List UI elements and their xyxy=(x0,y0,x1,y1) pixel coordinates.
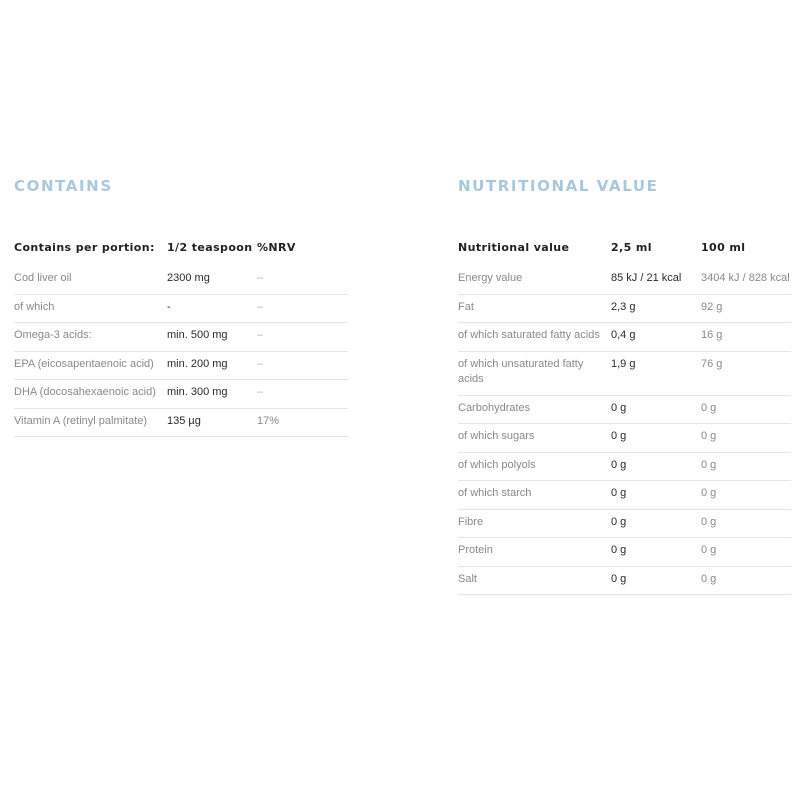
nutrition-cell-portion: 0 g xyxy=(611,566,701,595)
contains-header-row xyxy=(14,240,348,266)
contains-cell-nrv: – xyxy=(257,323,348,352)
contains-cell-nrv: – xyxy=(257,380,348,409)
contains-cell-label: EPA (eicosapentaenoic acid) xyxy=(14,351,167,380)
nutrition-cell-label: Salt xyxy=(458,566,611,595)
contains-cell-label: Omega-3 acids: xyxy=(14,323,167,352)
nutrition-section xyxy=(458,178,791,595)
contains-row-vitamin-a xyxy=(14,408,348,437)
contains-cell-nrv: 17% xyxy=(257,408,348,437)
contains-row-of-which xyxy=(14,294,348,323)
nutrition-header-per-100ml: 100 ml xyxy=(701,241,746,254)
contains-table xyxy=(14,240,348,437)
nutrition-title: NUTRITIONAL VALUE xyxy=(458,177,659,195)
nutrition-cell-label: of which polyols xyxy=(458,452,611,481)
nutrition-cell-100ml: 0 g xyxy=(701,538,791,567)
contains-cell-nrv: – xyxy=(257,266,348,294)
nutrition-cell-portion: 0 g xyxy=(611,424,701,453)
nutrition-header-per-portion: 2,5 ml xyxy=(611,241,652,254)
contains-section xyxy=(14,178,348,437)
contains-header-portion: Contains per portion: xyxy=(14,241,155,254)
nutrition-row-protein xyxy=(458,538,791,567)
nutrition-cell-portion: 1,9 g xyxy=(611,351,701,395)
nutrition-cell-label: of which unsaturated fatty acids xyxy=(458,351,611,395)
nutrition-cell-100ml: 0 g xyxy=(701,452,791,481)
contains-cell-label: DHA (docosahexaenoic acid) xyxy=(14,380,167,409)
nutrition-cell-portion: 0,4 g xyxy=(611,323,701,352)
nutrition-row-starch xyxy=(458,481,791,510)
nutrition-cell-label: of which saturated fatty acids xyxy=(458,323,611,352)
nutrition-cell-100ml: 76 g xyxy=(701,351,791,395)
contains-cell-nrv: – xyxy=(257,351,348,380)
nutrition-row-carbohydrates xyxy=(458,395,791,424)
nutrition-cell-100ml: 3404 kJ / 828 kcal xyxy=(701,266,791,294)
nutrition-cell-portion: 85 kJ / 21 kcal xyxy=(611,266,701,294)
nutrition-cell-label: of which starch xyxy=(458,481,611,510)
contains-row-cod-liver-oil xyxy=(14,266,348,294)
nutrition-row-fibre xyxy=(458,509,791,538)
contains-cell-amount: min. 200 mg xyxy=(167,351,257,380)
nutrition-cell-portion: 0 g xyxy=(611,452,701,481)
contains-cell-amount: 2300 mg xyxy=(167,266,257,294)
nutrition-cell-100ml: 0 g xyxy=(701,509,791,538)
nutrition-cell-100ml: 0 g xyxy=(701,566,791,595)
contains-cell-label: Vitamin A (retinyl palmitate) xyxy=(14,408,167,437)
nutrition-cell-label: Protein xyxy=(458,538,611,567)
contains-cell-label: of which xyxy=(14,294,167,323)
contains-row-omega-3 xyxy=(14,323,348,352)
nutrition-cell-portion: 0 g xyxy=(611,395,701,424)
nutrition-cell-label: of which sugars xyxy=(458,424,611,453)
contains-cell-nrv: – xyxy=(257,294,348,323)
nutrition-cell-label: Fat xyxy=(458,294,611,323)
nutrition-cell-100ml: 16 g xyxy=(701,323,791,352)
nutrition-cell-label: Carbohydrates xyxy=(458,395,611,424)
contains-row-dha xyxy=(14,380,348,409)
nutrition-row-sugars xyxy=(458,424,791,453)
contains-header-amount: 1/2 teaspoon xyxy=(167,241,253,254)
contains-cell-amount: min. 500 mg xyxy=(167,323,257,352)
nutrition-header-label: Nutritional value xyxy=(458,241,570,254)
contains-cell-amount: 135 µg xyxy=(167,408,257,437)
nutrition-header-row xyxy=(458,240,791,266)
nutrition-cell-label: Energy value xyxy=(458,266,611,294)
nutrition-row-unsaturated xyxy=(458,351,791,395)
nutrition-table xyxy=(458,240,791,595)
nutrition-cell-100ml: 92 g xyxy=(701,294,791,323)
contains-header-nrv: %NRV xyxy=(257,241,296,254)
nutrition-cell-portion: 0 g xyxy=(611,538,701,567)
contains-cell-amount: - xyxy=(167,294,257,323)
nutrition-cell-100ml: 0 g xyxy=(701,481,791,510)
contains-cell-amount: min. 300 mg xyxy=(167,380,257,409)
contains-row-epa xyxy=(14,351,348,380)
nutrition-cell-label: Fibre xyxy=(458,509,611,538)
nutrition-cell-100ml: 0 g xyxy=(701,395,791,424)
nutrition-cell-portion: 0 g xyxy=(611,509,701,538)
nutrition-row-energy xyxy=(458,266,791,294)
nutrition-row-polyols xyxy=(458,452,791,481)
nutrition-row-salt xyxy=(458,566,791,595)
nutrition-cell-portion: 0 g xyxy=(611,481,701,510)
contains-cell-label: Cod liver oil xyxy=(14,266,167,294)
nutrition-cell-100ml: 0 g xyxy=(701,424,791,453)
nutrition-row-saturated xyxy=(458,323,791,352)
nutrition-cell-portion: 2,3 g xyxy=(611,294,701,323)
nutrition-row-fat xyxy=(458,294,791,323)
contains-title: CONTAINS xyxy=(14,177,113,195)
